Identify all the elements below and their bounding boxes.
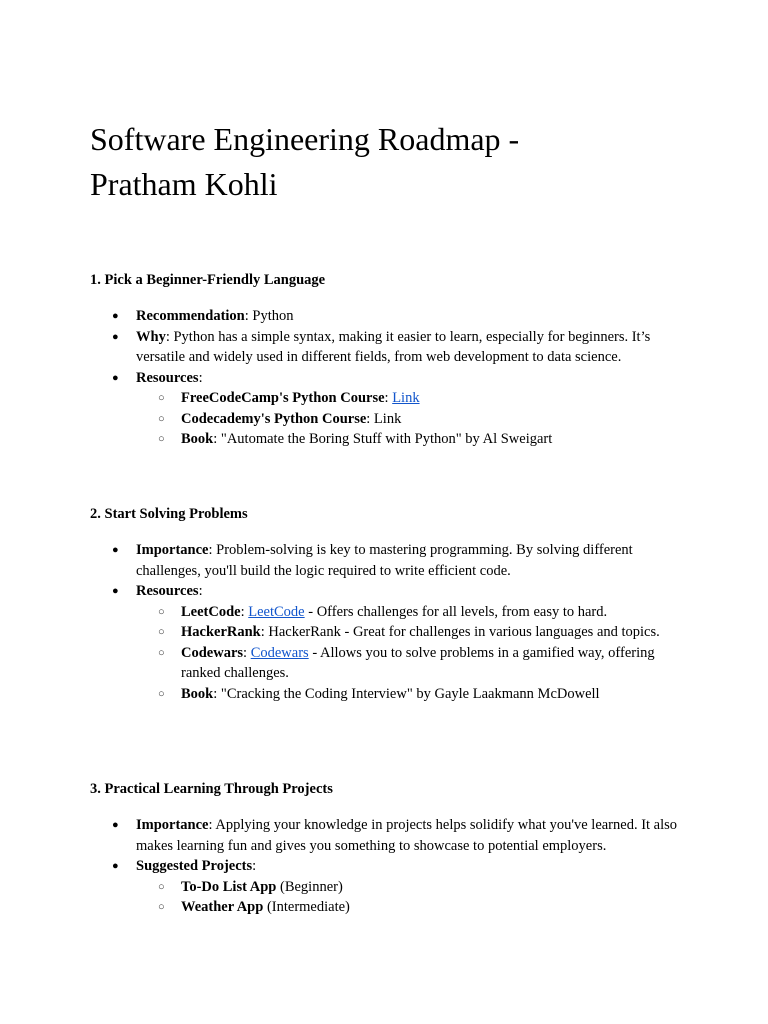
hollow-bullet-icon: ○ [158,901,165,913]
item-label: Weather App [181,899,264,915]
item-text: - Offers challenges for all levels, from easy to hard. [304,603,608,620]
item-text: : Python [244,308,294,324]
sub-bullet-list [136,877,681,918]
item-text: (Intermediate) [263,899,350,915]
item-label: Book [181,431,214,447]
item-label: Suggested Projects [136,858,253,874]
filled-bullet-icon: ● [112,860,119,872]
item-text: : "Cracking the Coding Interview" by Gayle Laakmann McDowell [213,685,600,702]
item-text: : Problem-solving is key to mastering programming. By solving different challenges, you'll build the logic required to write efficient code. [136,542,633,579]
item-text: : Link [366,410,402,427]
resource-link[interactable]: Codewars [250,644,309,661]
sub-bullet-list [136,602,681,705]
hollow-bullet-icon: ○ [158,880,165,893]
resource-link[interactable]: LeetCode [248,603,305,620]
filled-bullet-icon: ● [112,585,119,597]
item-label: Resources [136,369,199,386]
item-label: Codewars [181,644,244,661]
sub-list-item [136,897,681,918]
hollow-bullet-icon: ○ [158,687,165,700]
sub-list-item [136,622,681,643]
item-text: : HackerRank - Great for challenges in various languages and topics. [260,624,660,640]
resource-link[interactable]: Link [392,390,420,406]
sub-list-item [136,429,681,450]
hollow-bullet-icon: ○ [158,433,165,445]
item-text: : [252,858,257,874]
hollow-bullet-icon: ○ [158,412,165,425]
item-label: Codecademy's Python Course [181,410,367,427]
item-label: FreeCodeCamp's Python Course [181,390,385,406]
item-text: : [243,644,251,661]
filled-bullet-icon: ● [112,330,119,343]
filled-bullet-icon: ● [112,310,119,322]
title-line-1: Software Engineering Roadmap - [90,121,520,157]
section-heading: 3. Practical Learning Through Projects [90,781,333,797]
sub-list-item [136,877,681,898]
sub-list-item [136,409,681,430]
section-solving-problems [90,504,690,704]
item-text: : Applying your knowledge in projects helps solidify what you've learned. It also makes learning fun and gives you something to showcase to potential employers. [136,817,678,854]
item-label: Importance [136,542,209,558]
item-text: : [240,603,249,620]
sub-list-item [136,602,681,623]
hollow-bullet-icon: ○ [158,626,165,638]
list-item [90,368,681,450]
section-heading: 1. Pick a Beginner-Friendly Language [90,272,326,288]
list-item [90,581,681,704]
item-label: To-Do List App [181,878,277,895]
filled-bullet-icon: ● [112,371,119,384]
section-projects [90,779,690,918]
item-label: Book [181,685,214,702]
item-label: HackerRank [181,624,261,640]
item-text: (Beginner) [276,878,343,895]
item-text: : Python has a simple syntax, making it easier to learn, especially for beginners. It’s versatile and widely used in different fields, from web development to data science. [136,328,651,365]
sub-list-item [136,684,681,705]
hollow-bullet-icon: ○ [158,392,165,404]
item-text: - Allows you to solve problems in a gamified way, offering ranked challenges. [181,644,655,681]
bullet-list [90,540,690,704]
list-item [90,306,681,327]
list-item [90,540,681,581]
title-line-2: Pratham Kohli [90,166,278,202]
item-text: : [384,390,393,406]
item-label: LeetCode [181,603,241,620]
filled-bullet-icon: ● [112,819,119,831]
sub-list-item [136,388,681,409]
bullet-list [90,815,690,918]
item-label: Recommendation [136,308,245,324]
item-label: Importance [136,817,209,833]
hollow-bullet-icon: ○ [158,605,165,618]
item-text: : [198,369,203,386]
item-label: Why [136,328,166,345]
hollow-bullet-icon: ○ [158,646,165,659]
item-text: : "Automate the Boring Stuff with Python" by Al Sweigart [213,431,553,447]
sub-list-item [136,643,681,684]
section-heading: 2. Start Solving Problems [90,506,248,522]
page-title [90,117,690,207]
item-text: : [198,583,203,599]
sub-bullet-list [136,388,681,450]
list-item [90,856,681,918]
filled-bullet-icon: ● [112,544,119,556]
list-item [90,327,681,368]
bullet-list [90,306,690,450]
item-label: Resources [136,583,199,599]
list-item [90,815,681,856]
section-pick-language [90,270,690,450]
